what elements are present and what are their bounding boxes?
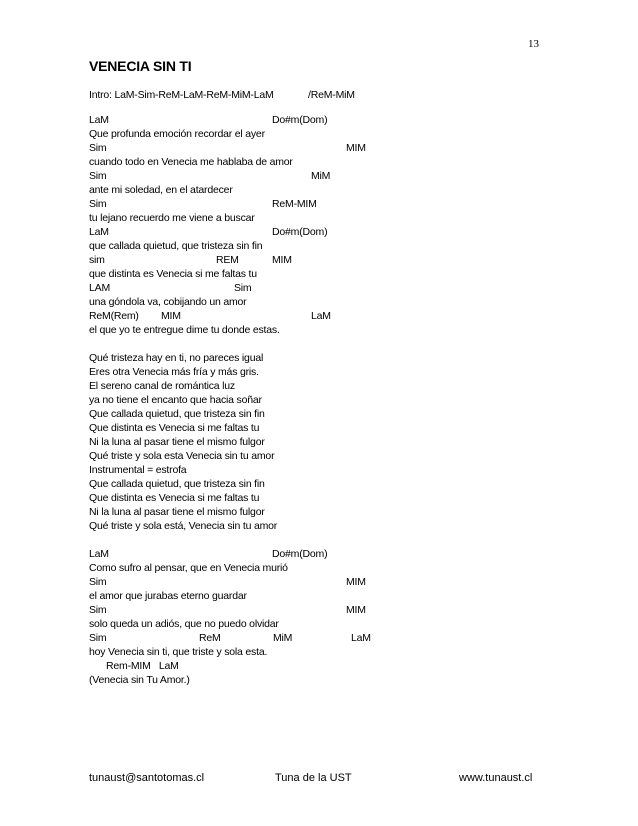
intro-chords-tail: /ReM-MiM [308,89,355,101]
lyric-line: Qué triste y sola esta Venecia sin tu amor [89,450,275,462]
intro-line [89,88,389,102]
intro-chords: Intro: LaM-Sim-ReM-LaM-ReM-MiM-LaM [89,89,274,101]
chord: REM [216,254,239,266]
lyric-line: Que callada quietud, que tristeza sin fin [89,408,265,420]
chord-line [89,225,389,239]
chord: Do#m(Dom) [272,226,328,238]
chord-line [89,575,389,589]
chord: LaM [89,226,109,238]
song-title: VENECIA SIN TI [89,58,192,74]
lyric-line: (Venecia sin Tu Amor.) [89,674,190,686]
chord-line [89,547,389,561]
lyric-line: Que callada quietud, que tristeza sin fin [89,478,265,490]
lyric-line: Que distinta es Venecia si me faltas tu [89,422,260,434]
lyric-line: el amor que jurabas eterno guardar [89,590,247,602]
instrumental-note: Instrumental = estrofa [89,464,187,476]
lyric-line: Como sufro al pensar, que en Venecia murió [89,562,288,574]
lyric-line: tu lejano recuerdo me viene a buscar [89,212,255,224]
chord-line [89,113,389,127]
footer-website: www.tunaust.cl [459,772,533,784]
lyric-line: que distinta es Venecia si me faltas tu [89,268,257,280]
chord: Sim [89,576,107,588]
chord-line [89,141,389,155]
chord: LaM [89,114,109,126]
lyric-line: Que distinta es Venecia si me faltas tu [89,492,260,504]
chord: MIM [346,604,366,616]
chord: MIM [161,310,181,322]
chord-line [89,281,389,295]
lyric-line: que callada quietud, que tristeza sin fin [89,240,263,252]
chord: Sim [89,632,107,644]
chord-line [89,253,389,267]
lyric-line: Que profunda emoción recordar el ayer [89,128,265,140]
lyric-line: Eres otra Venecia más fría y más gris. [89,366,259,378]
chord: Sim [89,170,107,182]
chord: MiM [273,632,293,644]
lyric-line: El sereno canal de romántica luz [89,380,235,392]
chord-line [89,603,389,617]
lyric-line: el que yo te entregue dime tu donde estas. [89,324,280,336]
chord: Sim [89,604,107,616]
lyric-line: Qué tristeza hay en ti, no pareces igual [89,352,264,364]
chord-line [89,309,389,323]
lyric-line: Qué triste y sola está, Venecia sin tu amor [89,520,278,532]
chord: LaM [89,548,109,560]
chord-line: Rem-MIM LaM [106,660,179,672]
chord-line [89,169,389,183]
chord-line [89,197,389,211]
lyric-line: hoy Venecia sin ti, que triste y sola esta. [89,646,268,658]
page-number: 13 [528,38,539,50]
chord: LaM [311,310,331,322]
chord: ReM(Rem) [89,310,139,322]
chord: Do#m(Dom) [272,548,328,560]
chord: MIM [346,142,366,154]
chord: Do#m(Dom) [272,114,328,126]
chord: sim [89,254,105,266]
lyric-line: una góndola va, cobijando un amor [89,296,247,308]
lyric-line: Ni la luna al pasar tiene el mismo fulgor [89,506,265,518]
chord-line [89,631,389,645]
chord: MIM [346,576,366,588]
chord: MiM [311,170,331,182]
footer-email: tunaust@santotomas.cl [89,772,205,784]
chord: LaM [351,632,371,644]
lyric-line: ante mi soledad, en el atardecer [89,184,233,196]
footer-center: Tuna de la UST [275,772,352,784]
chord: Sim [89,142,107,154]
chord: ReM [199,632,221,644]
chord: Sim [89,198,107,210]
lyric-line: Ni la luna al pasar tiene el mismo fulgor [89,436,265,448]
chord: MIM [272,254,292,266]
chord: Sim [234,282,252,294]
chord: LAM [89,282,110,294]
lyric-line: ya no tiene el encanto que hacia soñar [89,394,262,406]
lyric-line: solo queda un adiós, que no puedo olvidar [89,618,279,630]
lyric-line: cuando todo en Venecia me hablaba de amor [89,156,293,168]
chord: ReM-MIM [272,198,317,210]
